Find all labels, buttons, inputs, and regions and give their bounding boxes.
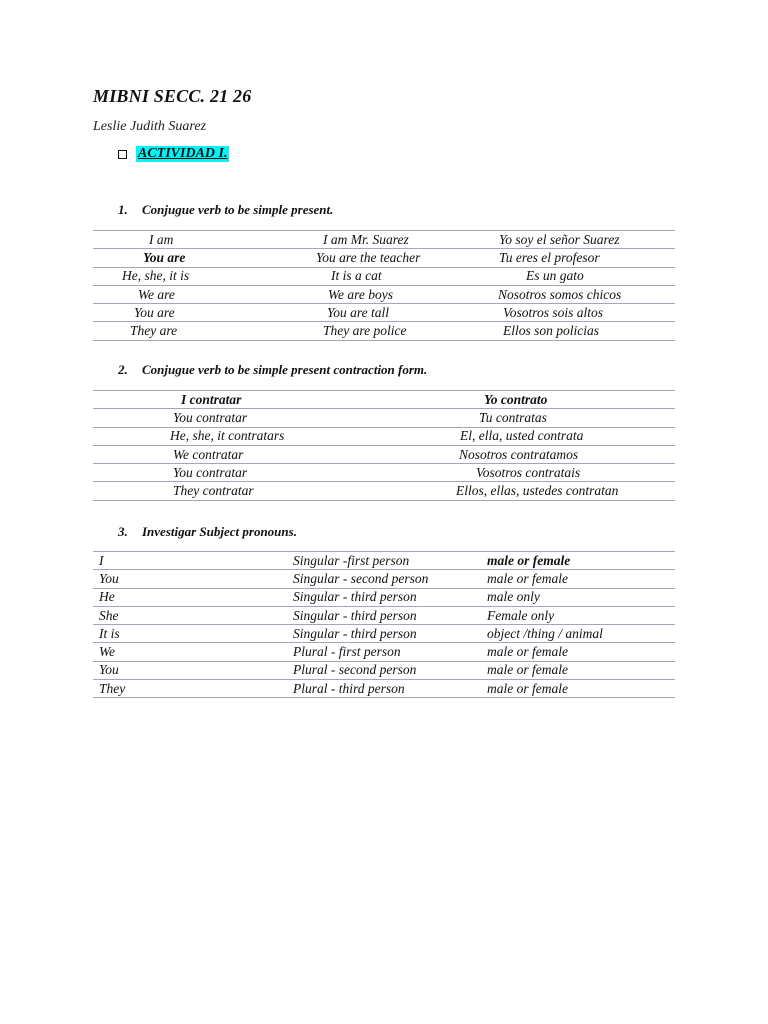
table-verb-to-be xyxy=(93,230,675,341)
section-title: Investigar Subject pronouns. xyxy=(142,524,297,539)
section-3-heading xyxy=(118,524,297,540)
table-contraction-form xyxy=(93,390,675,501)
table-cell: Plural - first person xyxy=(293,643,487,661)
section-title: Conjugue verb to be simple present. xyxy=(142,202,334,217)
table-cell: You xyxy=(93,661,293,679)
table-cell: It is xyxy=(93,625,293,643)
table-cell: They are xyxy=(93,322,243,340)
table-cell: I contratar xyxy=(93,391,384,409)
document-title: MIBNI SECC. 21 26 xyxy=(93,86,252,106)
table-row xyxy=(93,570,675,588)
table-cell: He, she, it contratars xyxy=(93,427,384,445)
section-number: 3. xyxy=(118,524,128,539)
table-cell: Nosotros somos chicos xyxy=(464,285,675,303)
table-row xyxy=(93,661,675,679)
activity-label: ACTIVIDAD I. xyxy=(138,146,228,161)
table-cell: Tu contratas xyxy=(384,409,675,427)
table-row xyxy=(93,391,675,409)
table-row xyxy=(93,231,675,249)
table-row xyxy=(93,680,675,698)
table-cell: I am Mr. Suarez xyxy=(243,231,464,249)
table-cell: Singular -first person xyxy=(293,552,487,570)
table-cell: You are xyxy=(93,249,243,267)
table-row xyxy=(93,304,675,322)
table-cell: I am xyxy=(93,231,243,249)
table-row xyxy=(93,249,675,267)
activity-heading xyxy=(118,146,229,162)
table-cell: We contratar xyxy=(93,445,384,463)
table-cell: male or female xyxy=(487,680,675,698)
table-cell: male only xyxy=(487,588,675,606)
table-cell: We are boys xyxy=(243,285,464,303)
table-cell: Vosotros sois altos xyxy=(464,304,675,322)
table-cell: Female only xyxy=(487,606,675,624)
table-row xyxy=(93,643,675,661)
table-cell: Tu eres el profesor xyxy=(464,249,675,267)
table-cell: It is a cat xyxy=(243,267,464,285)
table-cell: Yo contrato xyxy=(384,391,675,409)
table-row xyxy=(93,427,675,445)
table-row xyxy=(93,445,675,463)
table-cell: Ellos son policias xyxy=(464,322,675,340)
table-cell: Ellos, ellas, ustedes contratan xyxy=(384,482,675,500)
table-cell: He xyxy=(93,588,293,606)
section-number: 2. xyxy=(118,362,128,377)
table-cell: Es un gato xyxy=(464,267,675,285)
table-cell: Nosotros contratamos xyxy=(384,445,675,463)
table-cell: Singular - third person xyxy=(293,625,487,643)
table-row xyxy=(93,552,675,570)
table-cell: Singular - second person xyxy=(293,570,487,588)
table-cell: He, she, it is xyxy=(93,267,243,285)
table-cell: male or female xyxy=(487,643,675,661)
table-cell: She xyxy=(93,606,293,624)
table-cell: We xyxy=(93,643,293,661)
table-cell: You are xyxy=(93,304,243,322)
table-cell: I xyxy=(93,552,293,570)
table-row xyxy=(93,464,675,482)
checkbox-icon xyxy=(118,150,127,159)
table-cell: You contratar xyxy=(93,464,384,482)
table-subject-pronouns xyxy=(93,551,675,698)
table-cell: Plural - second person xyxy=(293,661,487,679)
table-cell: We are xyxy=(93,285,243,303)
table-cell: They xyxy=(93,680,293,698)
section-title: Conjugue verb to be simple present contraction form. xyxy=(142,362,428,377)
table-cell: Yo soy el señor Suarez xyxy=(464,231,675,249)
section-2-heading xyxy=(118,362,427,378)
table-cell: You are the teacher xyxy=(243,249,464,267)
table-cell: They contratar xyxy=(93,482,384,500)
table-row xyxy=(93,588,675,606)
table-row xyxy=(93,322,675,340)
table-cell: Vosotros contratais xyxy=(384,464,675,482)
table-cell: male or female xyxy=(487,552,675,570)
table-row xyxy=(93,625,675,643)
table-cell: El, ella, usted contrata xyxy=(384,427,675,445)
section-number: 1. xyxy=(118,202,128,217)
table-row xyxy=(93,267,675,285)
table-row xyxy=(93,482,675,500)
table-cell: They are police xyxy=(243,322,464,340)
table-cell: object /thing / animal xyxy=(487,625,675,643)
table-cell: male or female xyxy=(487,661,675,679)
table-row xyxy=(93,285,675,303)
table-cell: You xyxy=(93,570,293,588)
table-cell: Singular - third person xyxy=(293,588,487,606)
author-name: Leslie Judith Suarez xyxy=(93,119,207,134)
table-row xyxy=(93,606,675,624)
table-row xyxy=(93,409,675,427)
table-cell: male or female xyxy=(487,570,675,588)
table-cell: You contratar xyxy=(93,409,384,427)
section-1-heading xyxy=(118,202,333,218)
table-cell: Plural - third person xyxy=(293,680,487,698)
table-cell: You are tall xyxy=(243,304,464,322)
table-cell: Singular - third person xyxy=(293,606,487,624)
